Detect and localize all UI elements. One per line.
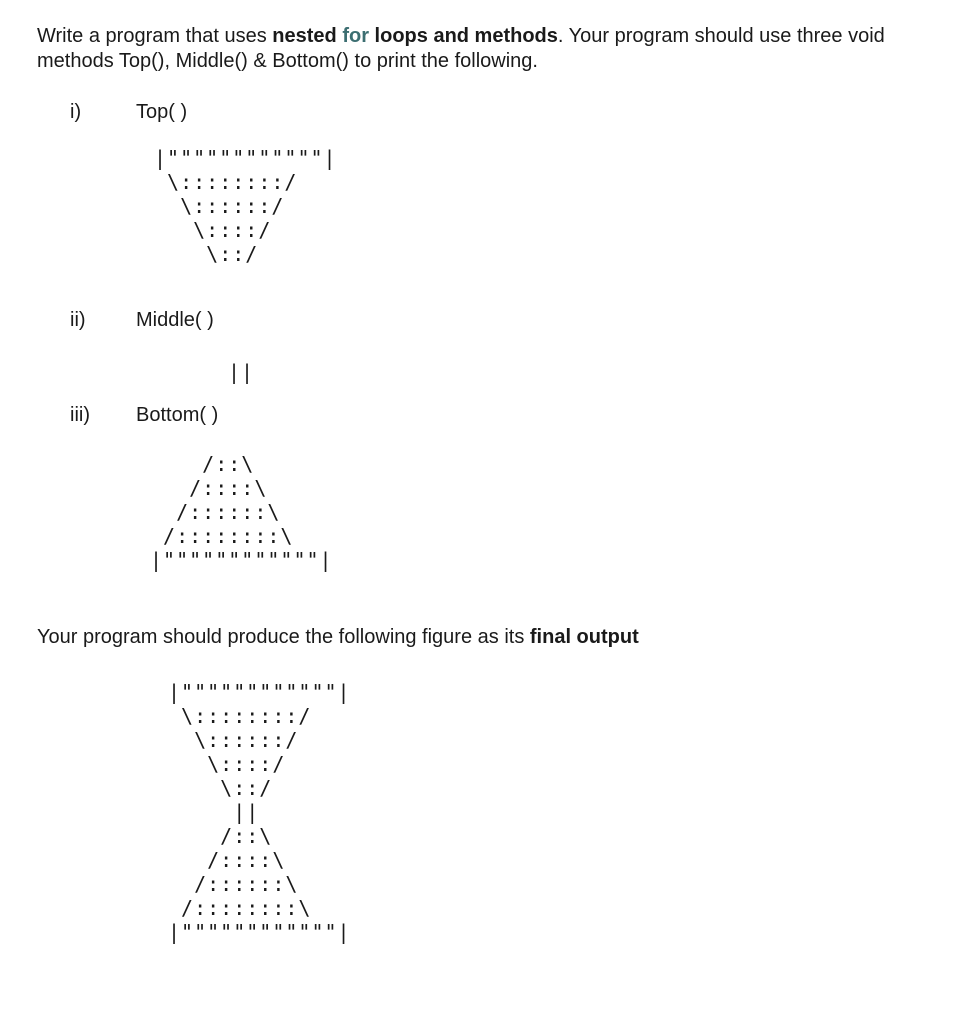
intro-bold-loops: loops and methods bbox=[369, 25, 558, 47]
instructions-paragraph bbox=[37, 24, 952, 74]
top-figure-line: \::::::/ bbox=[154, 194, 285, 218]
intro-keyword-for: for bbox=[342, 25, 369, 47]
final-text-plain: Your program should produce the following figure as its bbox=[37, 626, 530, 648]
top-figure-line: |""""""""""""| bbox=[154, 146, 337, 170]
top-figure-line: \::::::::/ bbox=[154, 170, 298, 194]
section-number-bottom: iii) bbox=[70, 404, 90, 426]
final-figure-line: /::::::::\ bbox=[168, 896, 312, 920]
final-figure-line: \::::::::/ bbox=[168, 704, 312, 728]
top-figure-line: \::/ bbox=[154, 242, 259, 266]
final-figure-line: /::::\ bbox=[168, 848, 286, 872]
section-number-top: i) bbox=[70, 101, 82, 123]
bottom-figure bbox=[150, 452, 333, 572]
bottom-figure-line: /::::::\ bbox=[150, 500, 281, 524]
intro-bold-nested: nested bbox=[272, 25, 343, 47]
bottom-figure-line: /::::::::\ bbox=[150, 524, 294, 548]
section-title-bottom: Bottom( ) bbox=[136, 404, 219, 426]
section-title-top: Top( ) bbox=[136, 101, 188, 123]
final-figure bbox=[168, 680, 351, 944]
middle-figure bbox=[228, 360, 254, 384]
final-figure-line: \::::::/ bbox=[168, 728, 299, 752]
final-figure-line: || bbox=[168, 800, 260, 824]
final-text-bold: final output bbox=[529, 626, 639, 648]
section-title-middle: Middle( ) bbox=[136, 309, 214, 331]
final-figure-line: |""""""""""""| bbox=[168, 920, 351, 944]
final-figure-line: |""""""""""""| bbox=[168, 680, 351, 704]
section-number-middle: ii) bbox=[70, 309, 86, 331]
top-figure bbox=[154, 146, 337, 266]
bottom-figure-line: |""""""""""""| bbox=[150, 548, 333, 572]
top-figure-line: \::::/ bbox=[154, 218, 272, 242]
middle-figure-line: || bbox=[228, 360, 255, 384]
intro-text-1: Write a program that uses bbox=[37, 25, 273, 47]
final-output-instruction bbox=[37, 625, 639, 650]
intro-text-2: . Your program should use three void methods Top(), Middle() & Bottom() to print the following. bbox=[37, 25, 885, 72]
final-figure-line: \::/ bbox=[168, 776, 273, 800]
final-figure-line: /::\ bbox=[168, 824, 273, 848]
final-figure-line: \::::/ bbox=[168, 752, 286, 776]
bottom-figure-line: /::\ bbox=[150, 452, 255, 476]
bottom-figure-line: /::::\ bbox=[150, 476, 268, 500]
final-figure-line: /::::::\ bbox=[168, 872, 299, 896]
